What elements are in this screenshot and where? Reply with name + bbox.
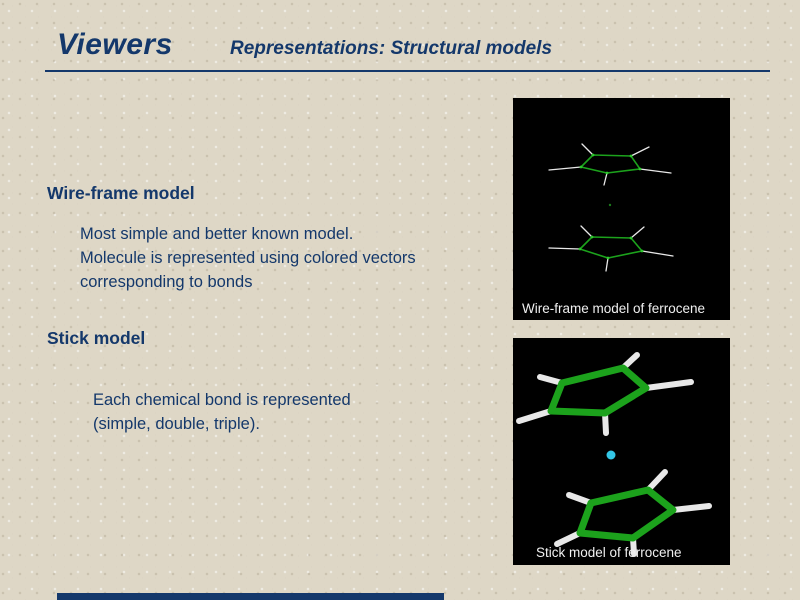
body-line: Each chemical bond is represented (93, 391, 351, 409)
bottom-accent-bar (57, 593, 444, 600)
title-underline-rule (45, 70, 770, 72)
wireframe-section-body (80, 222, 416, 294)
body-line: (simple, double, triple). (93, 415, 260, 433)
stick-molecule-drawing (513, 338, 730, 565)
wireframe-molecule-drawing (513, 98, 730, 320)
body-line: corresponding to bonds (80, 273, 253, 291)
page-title: Viewers (57, 28, 173, 61)
wireframe-section-heading: Wire-frame model (47, 183, 195, 203)
figure-caption: Wire-frame model of ferrocene (522, 301, 706, 316)
stick-section-body (93, 388, 351, 436)
wireframe-ferrocene-image (513, 98, 730, 320)
body-line: Most simple and better known model. (80, 225, 354, 243)
slide-subtitle: Representations: Structural models (230, 38, 553, 59)
stick-ferrocene-image (513, 338, 730, 565)
body-line: Molecule is represented using colored vectors (80, 249, 416, 267)
figure-caption: Stick model of ferrocene (536, 545, 682, 560)
stick-section-heading: Stick model (47, 328, 146, 348)
